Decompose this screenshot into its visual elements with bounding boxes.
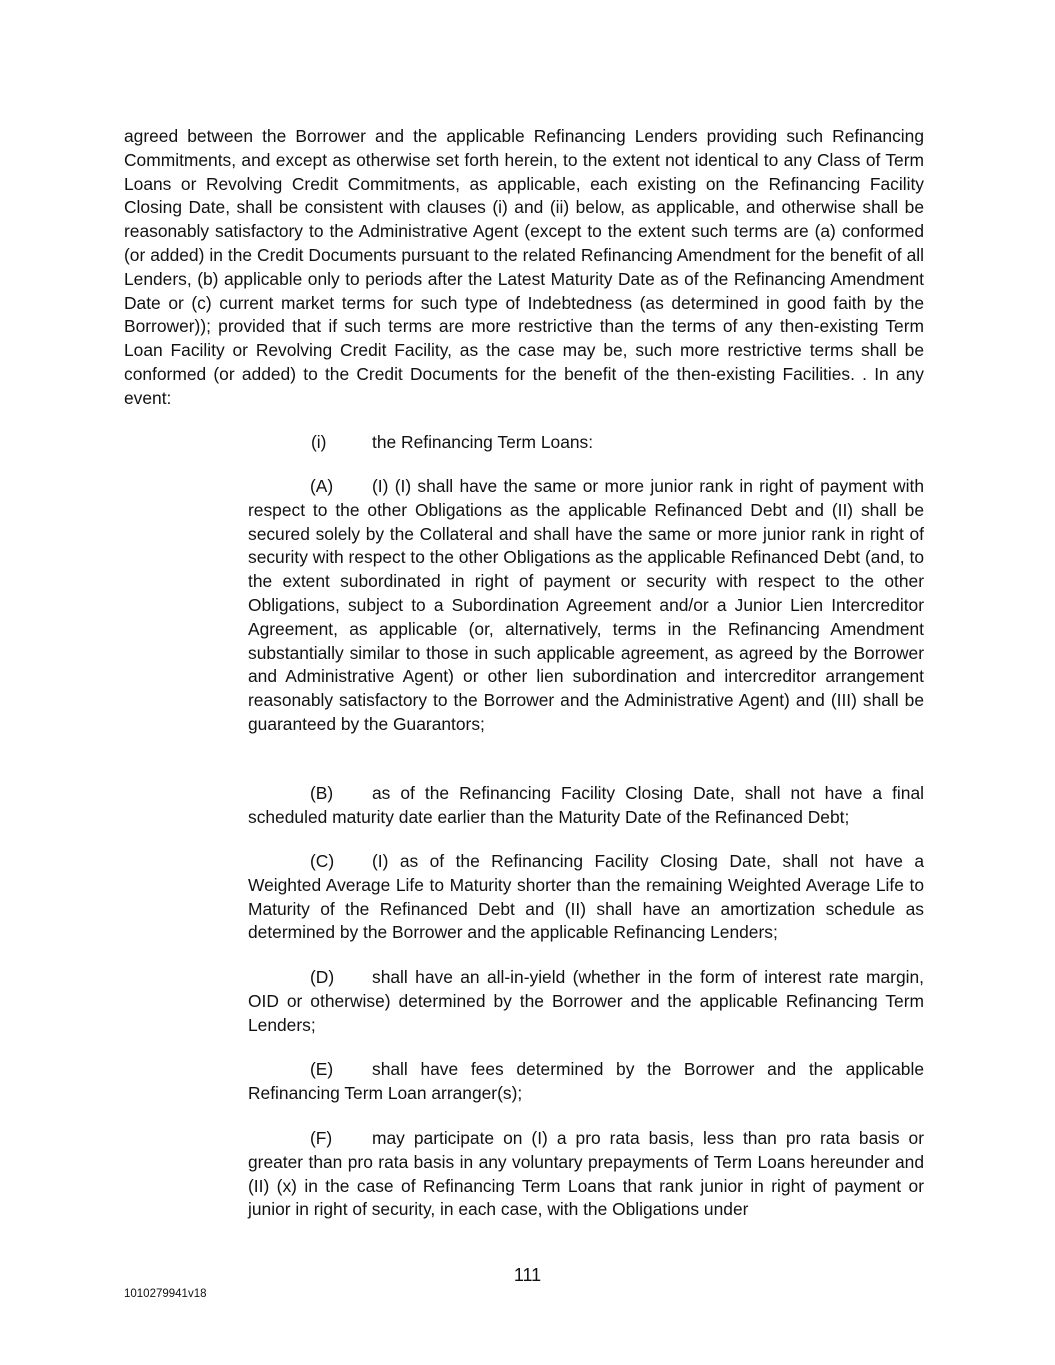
- subclause-d-label: (D): [310, 967, 335, 987]
- intro-paragraph: agreed between the Borrower and the applicable Refinancing Lenders providing such Refinancing Commitments, and except as otherwise set forth herein, to the extent not identical to any Class of Term Loans or Revolving Credit Commitments, as applicable, each existing on the Refinancing Facility Closing Date, shall be consistent with clauses (i) and (ii) below, as applicable, and otherwise shall be reasonably satisfactory to the Administrative Agent (except to the extent such terms are (a) conformed (or added) in the Credit Documents pursuant to the related Refinancing Amendment for the benefit of all Lenders, (b) applicable only to periods after the Latest Maturity Date as of the Refinancing Amendment Date or (c) current market terms for such type of Indebtedness (as determined in good faith by the Borrower)); provided that if such terms are more restrictive than the terms of any then-existing Term Loan Facility or Revolving Credit Facility, as the case may be, such more restrictive terms shall be conformed (or added) to the Credit Documents for the benefit of the then-existing Facilities. . In any event:: [124, 126, 924, 408]
- subclause-f: [248, 1127, 924, 1222]
- subclause-c: [248, 850, 924, 945]
- document-id: 1010279941v18: [124, 1288, 207, 1300]
- page-number: 111: [513, 1265, 542, 1285]
- subclause-e-label: (E): [310, 1059, 334, 1079]
- subclause-f-text: may participate on (I) a pro rata basis, less than pro rata basis or greater than pro rata basis in any voluntary prepayments of Term Loans hereunder and (II) (x) in the case of Refinancing Term Loans that rank junior in right of payment or junior in right of security, in each case, with the Obligations under: [248, 1128, 924, 1220]
- subclause-a-text: (I) (I) shall have the same or more junior rank in right of payment with respect to the other Obligations as the applicable Refinanced Debt and (II) shall be secured solely by the Collateral and shall have the same or more junior rank in right of security with respect to the other Obligations as the applicable Refinanced Debt (and, to the extent subordinated in right of payment or security with respect to the other Obligations, subject to a Subordination Agreement and/or a Junior Lien Intercreditor Agreement, as applicable (or, alternatively, terms in the Refinancing Amendment substantially similar to those in such applicable agreement, as agreed by the Borrower and Administrative Agent) or other lien subordination and intercreditor arrangement reasonably satisfactory to the Borrower and the Administrative Agent) and (III) shall be guaranteed by the Guarantors;: [248, 476, 924, 734]
- subclause-a: [248, 475, 924, 737]
- subclause-c-label: (C): [310, 851, 335, 871]
- clause-i-label: (i): [311, 432, 327, 452]
- subclause-b: [248, 782, 924, 830]
- subclause-d: [248, 966, 924, 1037]
- clause-i-text: the Refinancing Term Loans:: [372, 432, 594, 452]
- subclause-c-text: (I) as of the Refinancing Facility Closing Date, shall not have a Weighted Average Life to Maturity shorter than the remaining Weighted Average Life to Maturity of the Refinanced Debt and (II) shall have an amortization schedule as determined by the Borrower and the applicable Refinancing Lenders;: [248, 851, 924, 943]
- clause-i: [311, 431, 593, 455]
- subclause-b-label: (B): [310, 783, 334, 803]
- subclause-f-label: (F): [310, 1128, 333, 1148]
- subclause-d-text: shall have an all-in-yield (whether in the form of interest rate margin, OID or otherwise) determined by the Borrower and the applicable Refinancing Term Lenders;: [248, 967, 924, 1035]
- subclause-b-text: as of the Refinancing Facility Closing Date, shall not have a final scheduled maturity date earlier than the Maturity Date of the Refinanced Debt;: [248, 783, 924, 827]
- subclause-e-text: shall have fees determined by the Borrower and the applicable Refinancing Term Loan arranger(s);: [248, 1059, 924, 1103]
- subclause-a-label: (A): [310, 476, 334, 496]
- subclause-e: [248, 1058, 924, 1106]
